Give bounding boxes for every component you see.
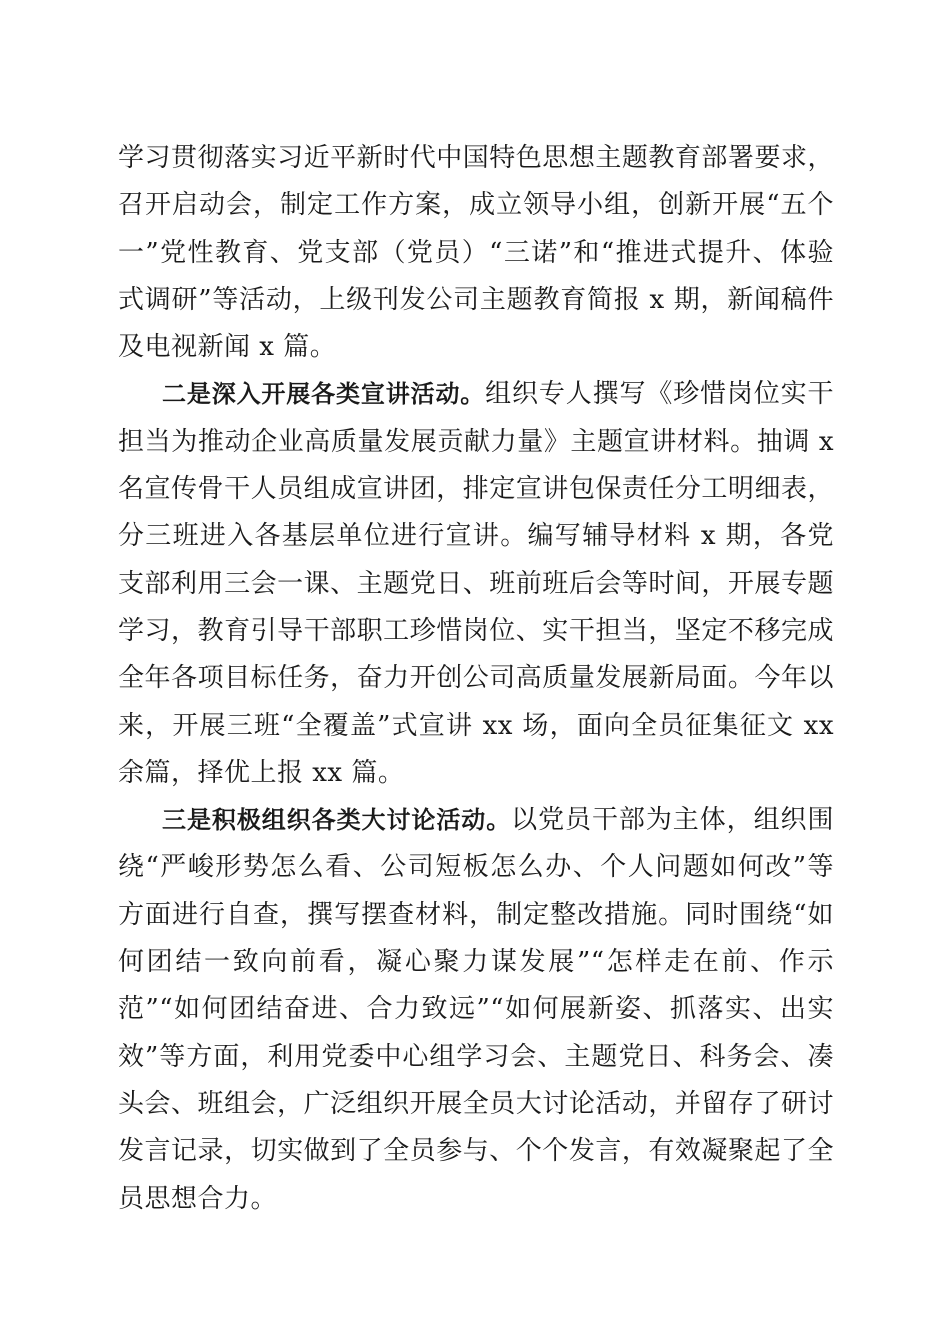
paragraph-lecture-activities [118,371,834,797]
paragraph-2-lead: 二是深入开展各类宣讲活动。 [162,380,486,409]
paragraph-3-lead: 三是积极组织各类大讨论活动。 [162,806,512,835]
paragraph-1-body: 学习贯彻落实习近平新时代中国特色思想主题教育部署要求，召开启动会，制定工作方案，成立领导小组，创新开展“五个一”党性教育、党支部（党员）“三诺”和“推进式提升、体验式调研”等活动，上级刊发公司主题教育简报 x 期，新闻稿件及电视新闻 x 篇。 [118,143,834,363]
paragraph-discussion-activities [118,797,834,1223]
document-body [118,135,834,1223]
paragraph-2-body: 组织专人撰写《珍惜岗位实干担当为推动企业高质量发展贡献力量》主题宣讲材料。抽调 x 名宣传骨干人员组成宣讲团，排定宣讲包保责任分工明细表，分三班进入各基层单位进行宣讲。编写辅导材料 x 期，各党支部利用三会一课、主题党日、班前班后会等时间，开展专题学习，教育引导干部职工珍惜岗位、实干担当，坚定不移完成全年各项目标任务，奋力开创公司高质量发展新局面。今年以来，开展三班“全覆盖”式宣讲 xx 场，面向全员征集征文 xx 余篇，择优上报 xx 篇。 [118,379,834,788]
paragraph-continuation [118,135,834,371]
paragraph-3-body: 以党员干部为主体，组织围绕“严峻形势怎么看、公司短板怎么办、个人问题如何改”等方面进行自查，撰写摆查材料，制定整改措施。同时围绕“如何团结一致向前看，凝心聚力谋发展”“怎样走在前、作示范”“如何团结奋进、合力致远”“如何展新姿、抓落实、出实效”等方面，利用党委中心组学习会、主题党日、科务会、凑头会、班组会，广泛组织开展全员大讨论活动，并留存了研讨发言记录，切实做到了全员参与、个个发言，有效凝聚起了全员思想合力。 [118,805,834,1214]
